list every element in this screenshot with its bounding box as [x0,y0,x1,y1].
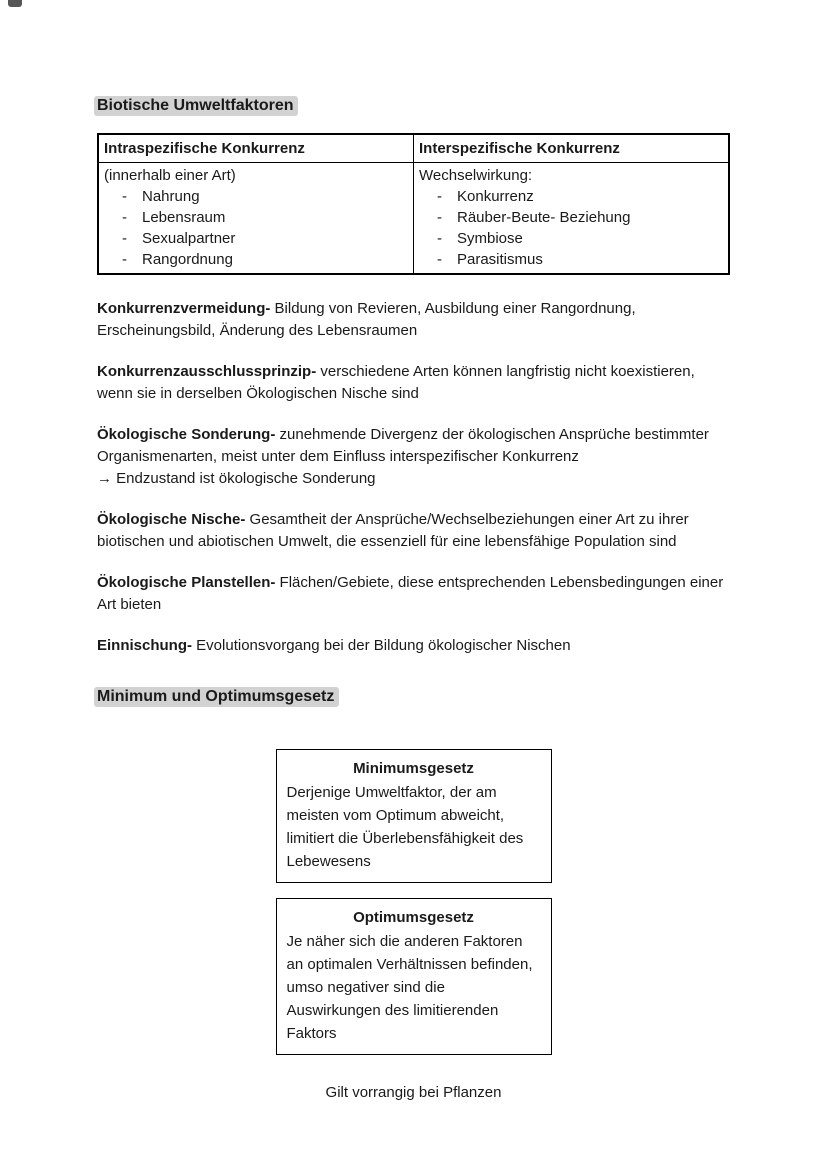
list-item: - Konkurrenz [437,186,722,207]
definition-term: Ökologische Planstellen- [97,574,276,591]
box-title: Optimumsgesetz [353,909,474,926]
list-item: - Sexualpartner [122,228,407,249]
definition-text: Evolutionsvorgang bei der Bildung ökologischer Nischen [192,637,571,654]
scan-artifact [8,0,22,7]
table-cell-interspezifisch [414,163,730,275]
definition-konkurrenzvermeidung [97,298,730,342]
table-header-interspezifisch: Interspezifische Konkurrenz [414,134,730,163]
definition-oekologische-planstellen [97,572,730,616]
minimumsgesetz-box [276,749,552,883]
table-header-row [98,134,729,163]
box-text: Je näher sich die anderen Faktoren an optimalen Verhältnissen befinden, umso negativer sind die Auswirkungen des limitierenden Faktors [286,933,533,1042]
table-header-intraspezifisch: Intraspezifische Konkurrenz [98,134,414,163]
definition-oekologische-sonderung [97,424,730,490]
highlighted-heading-text: Biotische Umweltfaktoren [94,96,298,116]
definition-term: Ökologische Nische- [97,511,246,528]
box-title: Minimumsgesetz [353,760,474,777]
definition-text: Gesamtheit der Ansprüche/Wechselbeziehungen einer Art zu ihrer biotischen und abiotischen Umwelt, die essenziell für eine lebensfähige Population sind [97,511,689,550]
cell-intro-text: (innerhalb einer Art) [104,167,236,184]
highlighted-heading-text: Minimum und Optimumsgesetz [94,687,339,707]
box-text: Derjenige Umweltfaktor, der am meisten vom Optimum abweicht, limitiert die Überlebensfähigkeit des Lebewesens [286,784,524,870]
intraspezifisch-list [104,186,407,270]
definition-oekologische-nische [97,509,730,553]
section-heading-biotische-umweltfaktoren [97,94,730,118]
list-item: - Symbiose [437,228,722,249]
definition-text: verschiedene Arten können langfristig nicht koexistieren, wenn sie in derselben Ökologischen Nische sind [97,363,695,402]
list-item: - Rangordnung [122,249,407,270]
definition-text: Bildung von Revieren, Ausbildung einer Rangordnung, Erscheinungsbild, Änderung des Lebensraumen [97,300,636,339]
list-item: - Lebensraum [122,207,407,228]
definition-arrow-note: → Endzustand ist ökologische Sonderung [97,470,376,487]
table-body-row [98,163,729,275]
cell-intro-text: Wechselwirkung: [419,167,533,184]
definition-term: Einnischung- [97,637,192,654]
definition-text: Flächen/Gebiete, diese entsprechenden Lebensbedingungen einer Art bieten [97,574,724,613]
definition-term: Konkurrenzausschlussprinzip- [97,363,317,380]
list-item: - Räuber-Beute- Beziehung [437,207,722,228]
definition-konkurrenzausschlussprinzip [97,361,730,405]
footer-note: Gilt vorrangig bei Pflanzen [325,1084,502,1101]
table-cell-intraspezifisch [98,163,414,275]
interspezifisch-list [419,186,722,270]
list-item: - Nahrung [122,186,407,207]
konkurrenz-comparison-table [97,133,730,275]
list-item: - Parasitismus [437,249,722,270]
definition-term: Konkurrenzvermeidung- [97,300,271,317]
section-heading-minimum-optimumsgesetz [97,685,730,709]
definition-term: Ökologische Sonderung- [97,426,276,443]
definition-einnischung [97,635,730,657]
definition-text: zunehmende Divergenz der ökologischen Ansprüche bestimmter Organismenarten, meist unter dem Einfluss interspezifischer Konkurrenz [97,426,709,465]
optimumsgesetz-box [276,898,552,1055]
